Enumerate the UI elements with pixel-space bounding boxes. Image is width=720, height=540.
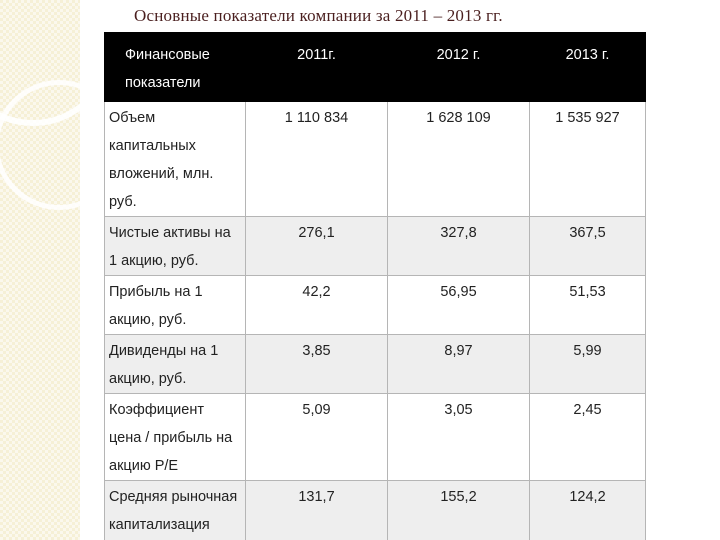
table-cell: 327,8 (388, 217, 530, 276)
row-label: Средняя рыночная капитализация (105, 481, 246, 540)
table-cell: 155,2 (388, 481, 530, 540)
table-cell: 3,85 (246, 335, 388, 394)
row-label: Прибыль на 1 акцию, руб. (105, 276, 246, 335)
table-cell: 51,53 (530, 276, 646, 335)
table-row (105, 394, 646, 481)
table-cell: 5,99 (530, 335, 646, 394)
table-cell: 1 110 834 (246, 102, 388, 217)
table-cell: 1 628 109 (388, 102, 530, 217)
slide-title: Основные показатели компании за 2011 – 2013 гг. (134, 6, 503, 25)
table-row (105, 335, 646, 394)
table-cell: 276,1 (246, 217, 388, 276)
table-row (105, 276, 646, 335)
table-cell: 3,05 (388, 394, 530, 481)
table-cell: 56,95 (388, 276, 530, 335)
column-header: 2011г. (246, 33, 388, 102)
table-cell: 8,97 (388, 335, 530, 394)
column-header: Финансовые показатели (105, 33, 246, 102)
table-row (105, 217, 646, 276)
column-header: 2012 г. (388, 33, 530, 102)
indicators-table (104, 32, 646, 540)
decorative-side-band (0, 0, 80, 540)
table-cell: 5,09 (246, 394, 388, 481)
table-row (105, 481, 646, 540)
table-cell: 367,5 (530, 217, 646, 276)
table-cell: 1 535 927 (530, 102, 646, 217)
row-label: Чистые активы на 1 акцию, руб. (105, 217, 246, 276)
table-row (105, 102, 646, 217)
table-cell: 42,2 (246, 276, 388, 335)
indicators-table-container (104, 32, 646, 540)
row-label: Объем капитальных вложений, млн. руб. (105, 102, 246, 217)
table-header-row (105, 33, 646, 102)
column-header: 2013 г. (530, 33, 646, 102)
table-cell: 2,45 (530, 394, 646, 481)
table-cell: 124,2 (530, 481, 646, 540)
table-cell: 131,7 (246, 481, 388, 540)
row-label: Дивиденды на 1 акцию, руб. (105, 335, 246, 394)
row-label: Коэффициент цена / прибыль на акцию P/E (105, 394, 246, 481)
